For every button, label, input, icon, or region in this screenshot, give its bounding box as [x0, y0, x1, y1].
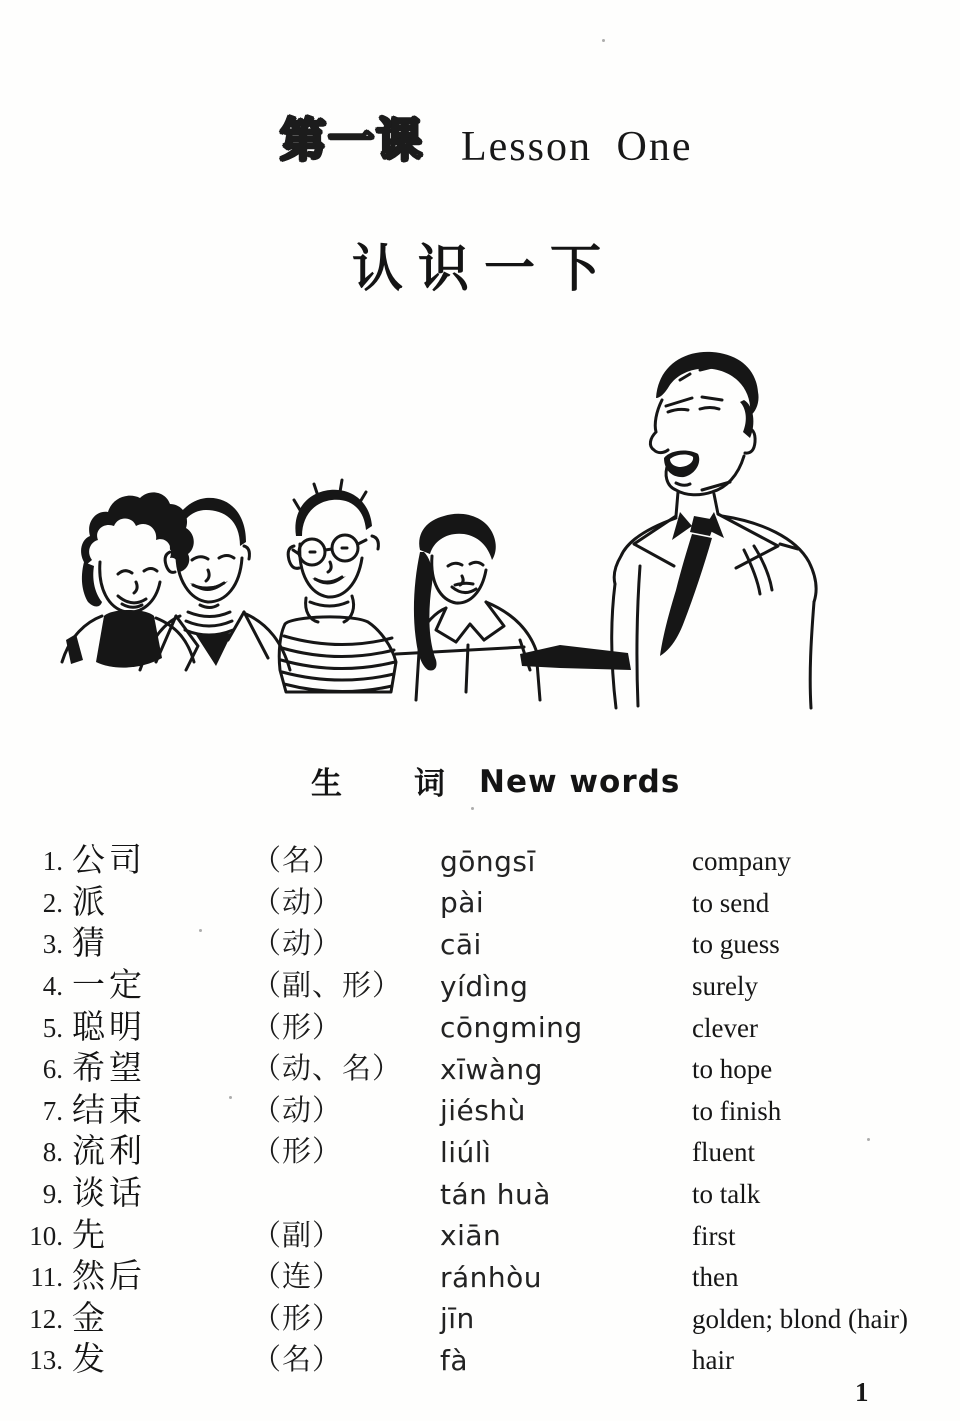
word-pinyin: cāi	[440, 927, 482, 961]
word-meaning: to guess	[692, 929, 780, 960]
word-chinese: 然后	[72, 1259, 146, 1296]
word-part-of-speech: （形）	[252, 1011, 343, 1044]
lesson-illustration	[0, 340, 960, 715]
word-pinyin: yídìng	[440, 969, 529, 1003]
word-pinyin: pài	[440, 886, 485, 920]
word-meaning: clever	[692, 1012, 758, 1043]
page-number: 1	[855, 1377, 869, 1407]
word-row	[0, 1132, 960, 1174]
word-part-of-speech: （动、名）	[252, 1053, 403, 1086]
word-number: 4.	[42, 971, 63, 1002]
word-chinese: 谈话	[72, 1176, 146, 1213]
word-meaning: fluent	[692, 1137, 755, 1168]
word-part-of-speech: （动）	[252, 928, 343, 961]
word-part-of-speech: （名）	[252, 845, 343, 878]
word-number: 8.	[42, 1137, 63, 1168]
word-pinyin: xiān	[440, 1219, 502, 1253]
word-number: 13.	[29, 1345, 63, 1376]
word-pinyin: fà	[440, 1343, 469, 1377]
word-number: 3.	[42, 929, 63, 960]
word-meaning: to talk	[692, 1179, 761, 1210]
word-part-of-speech: （形）	[252, 1136, 343, 1169]
word-part-of-speech: （副）	[252, 1219, 343, 1252]
figure-speaker-man	[612, 352, 816, 708]
word-meaning: first	[692, 1220, 736, 1251]
word-chinese: 希望	[72, 1051, 146, 1088]
word-pinyin: cōngming	[440, 1011, 583, 1045]
word-number: 2.	[42, 887, 63, 918]
word-row	[0, 966, 960, 1008]
word-row	[0, 1257, 960, 1299]
word-chinese: 聪明	[72, 1009, 146, 1046]
word-chinese: 结束	[72, 1092, 146, 1129]
word-meaning: hair	[692, 1345, 734, 1376]
new-words-list	[0, 841, 960, 1382]
word-row	[0, 1215, 960, 1257]
word-row	[0, 1091, 960, 1133]
word-number: 6.	[42, 1054, 63, 1085]
word-pinyin: liúlì	[440, 1135, 492, 1169]
word-meaning: to finish	[692, 1095, 782, 1126]
word-number: 9.	[42, 1179, 63, 1210]
word-number: 10.	[29, 1220, 63, 1251]
word-row	[0, 883, 960, 925]
word-pinyin: xīwàng	[440, 1052, 543, 1086]
figure-listener-curly-hair-woman	[62, 492, 194, 667]
word-row	[0, 1299, 960, 1341]
word-meaning: to send	[692, 887, 770, 918]
word-row	[0, 924, 960, 966]
word-part-of-speech: （名）	[252, 1344, 343, 1377]
word-number: 1.	[42, 846, 63, 877]
lesson-main-title: 认识一下	[352, 240, 617, 299]
word-meaning: then	[692, 1262, 739, 1293]
word-meaning: company	[692, 846, 791, 877]
new-words-heading-chinese: 生词	[311, 766, 517, 801]
scan-speck	[602, 39, 605, 42]
word-number: 5.	[42, 1012, 63, 1043]
word-row	[0, 1007, 960, 1049]
word-number: 11.	[30, 1262, 63, 1293]
word-pinyin: jiéshù	[440, 1094, 526, 1128]
word-part-of-speech: （形）	[252, 1302, 343, 1335]
word-pinyin: jīn	[440, 1302, 475, 1336]
scan-speck	[471, 807, 474, 810]
word-number: 7.	[42, 1095, 63, 1126]
word-row	[0, 1049, 960, 1091]
word-part-of-speech: （连）	[252, 1261, 343, 1294]
lesson-number-chinese: 第一课	[280, 113, 424, 167]
word-pinyin: gōngsī	[440, 844, 536, 878]
figure-listener-glasses-man	[279, 480, 396, 692]
word-chinese: 猜	[72, 926, 109, 963]
word-part-of-speech: （动）	[252, 886, 343, 919]
word-chinese: 金	[72, 1300, 109, 1337]
word-pinyin: ránhòu	[440, 1260, 543, 1294]
word-chinese: 公司	[72, 843, 146, 880]
word-meaning: to hope	[692, 1054, 773, 1085]
word-chinese: 流利	[72, 1134, 146, 1171]
word-row	[0, 841, 960, 883]
scan-speck	[229, 1096, 232, 1099]
word-meaning: golden; blond (hair)	[692, 1303, 908, 1334]
word-number: 12.	[29, 1303, 63, 1334]
word-chinese: 派	[72, 884, 109, 921]
word-part-of-speech: （动）	[252, 1094, 343, 1127]
scan-speck	[867, 1138, 870, 1141]
new-words-heading-english: New words	[479, 764, 681, 800]
lesson-title-english: Lesson One	[461, 124, 693, 170]
word-part-of-speech: （副、形）	[252, 970, 403, 1003]
word-chinese: 先	[72, 1217, 109, 1254]
word-meaning: surely	[692, 971, 758, 1002]
word-chinese: 发	[72, 1342, 109, 1379]
scan-speck	[199, 929, 202, 932]
word-row	[0, 1340, 960, 1382]
word-chinese: 一定	[72, 968, 146, 1005]
word-pinyin: tán huà	[440, 1177, 551, 1211]
figure-listener-long-hair-woman	[414, 514, 540, 700]
word-row	[0, 1174, 960, 1216]
